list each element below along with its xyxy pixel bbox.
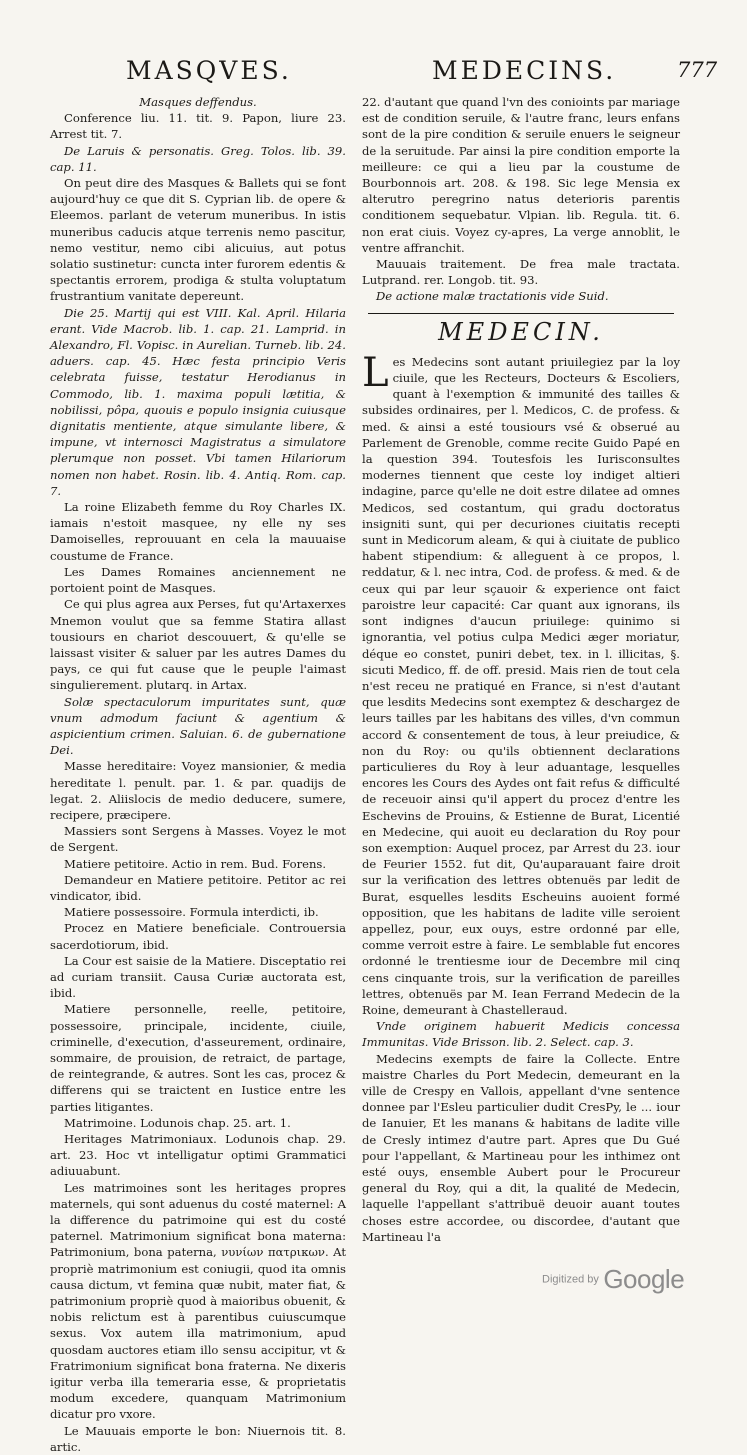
section-divider [368, 313, 674, 314]
paragraph: Demandeur en Matiere petitoire. Petitor ac rei vindicator, ibid. [50, 872, 346, 903]
paragraph: Die 25. Martij qui est VIII. Kal. April. Hilaria erant. Vide Macrob. lib. 1. cap. 21. Lamprid. in Alexandro, Fl. Vopisc. in Aurelian. Turneb. lib. 24. aduers. cap. 45. Hæc festa principio Veris celebrata fuisse, testatur Herodianus in Commodo, lib. 1. maxima populi lætitia, & nobilissi, pôpa, quouis e populo insignia cuiusque dignitatis mentiente, atque simulante libere, & impune, vt internosci Magistratus a simulatore plerumque non posset. Vbi tamen Hilariorum nomen non habet. Rosin. lib. 4. Antiq. Rom. cap. 7. [50, 305, 346, 498]
digitized-by-text: Digitized by [542, 1273, 599, 1286]
paragraph: Masse hereditaire: Voyez mansionier, & media hereditate l. penult. par. 1. & par. quadijs de legat. 2. Aliislocis de medio deducere, sumere, recipere, præcipere. [50, 759, 346, 822]
paragraph: De Laruis & personatis. Greg. Tolos. lib. 39. cap. 11. [50, 143, 346, 174]
paragraph: Ce qui plus agrea aux Perses, fut qu'Artaxerxes Mnemon voulut que sa femme Statira allast tousiours en chariot descouuert, & qu'elle se laissast visiter & saluer par les autres Dames du pays, ce qui fut cause que le peuple l'aimast singulierement. plutarq. in Artax. [50, 597, 346, 693]
paragraph: Conference liu. 11. tit. 9. Papon, liure 23. Arrest tit. 7. [50, 111, 346, 142]
paragraph: De actione malæ tractationis vide Suid. [376, 289, 609, 304]
paragraph: Les matrimoines sont les heritages propres maternels, qui sont aduenus du costé maternel: A la difference du patrimoine qui est du costé paternel. Matrimonium significat bona materna: Patrimonium, bona paterna, νυνίων πατρικων. At propriè matrimonium est coniugii, quod ita omnis causa dictum, vt femina quæ nubit, mater fiat, & patrimonium propriè quod à maioribus obuenit, & nobis relictum est à parentibus cuiuscumque sexus. Vox autem illa matrimonium, apud quosdam auctores etiam illo sensu accipitur, vt & Fratrimonium significat bona fraterna. Ne dixeris igitur verba illa temeraria esse, & proprietatis modum excedere, quanquam Matrimonium dicatur pro vxore. [50, 1180, 346, 1422]
running-head-right: MEDECINS. [432, 56, 617, 85]
paragraph: La roine Elizabeth femme du Roy Charles IX. iamais n'estoit masquee, ny elle ny ses Damoiselles, reprouuant en cela la mauuaise coustume de France. [50, 500, 346, 563]
section-title: MEDECIN. [438, 317, 604, 346]
paragraph: Mauuais traitement. De frea male tractata. Lutprand. rer. Longob. tit. 93. [362, 257, 680, 288]
continuation-paragraph: 22. d'autant que quand l'vn des conioints par mariage est de condition seruile, & l'autre franc, leurs enfans sont de la pire condition & seruile enuers le seigneur de la seruitude. Par ainsi la pire condition emporte la meilleure: ce qui a lieu par la coustume de Bourbonnois art. 208. & 198. Sic lege Mensia ex alterutro peregrino natus deterioris parentis conditionem sequebatur. Vlpian. lib. Regula. tit. 6. non erat ciuis. Voyez cy-apres, La verge annoblit, le ventre affranchit. [362, 95, 680, 255]
right-column [362, 94, 680, 1245]
paragraph: Vnde originem habuerit Medicis concessa Immunitas. Vide Brisson. lib. 2. Select. cap. 3. [362, 1019, 680, 1050]
paragraph: Les Dames Romaines anciennement ne portoient point de Masques. [50, 564, 346, 596]
main-paragraph [362, 349, 680, 1018]
paragraph: Matiere possessoire. Formula interdicti, ib. [64, 905, 319, 920]
paragraph: Matiere petitoire. Actio in rem. Bud. Forens. [64, 856, 327, 871]
drop-cap: L [362, 349, 389, 396]
paragraph: Le Mauuais emporte le bon: Niuernois tit. 8. artic. [50, 1423, 346, 1454]
paragraph: Heritages Matrimoniaux. Lodunois chap. 29. art. 23. Hoc vt intelligatur optimi Grammatici adiuuabunt. [50, 1132, 346, 1179]
paragraph: Medecins exempts de faire la Collecte. Entre maistre Charles du Port Medecin, demeurant en la ville de Crespy en Vallois, appellant d'vne sentence donnee par l'Esleu particulier dudit CresPy, le ... iour de Ianuier, Et les manans & habitans de ladite ville de Cresly intimez d'autre part. Apres que Du Gué pour l'appellant, & Martineau pour les inthimez ont esté ouys, ensemble Aubert pour le Procureur general du Roy, qui a dit, la qualité de Medecin, laquelle l'appellant s'attribuë deuoir auant toutes choses estre accordee, ou discordee, d'autant que Martineau l'a [362, 1051, 680, 1244]
paragraph: Massiers sont Sergens à Masses. Voyez le mot de Sergent. [50, 824, 346, 855]
paragraph: Matrimoine. Lodunois chap. 25. art. 1. [64, 1115, 291, 1130]
paragraph: Procez en Matiere beneficiale. Controuersia sacerdotiorum, ibid. [50, 921, 346, 952]
left-column [50, 94, 346, 1455]
digitized-footer [542, 1264, 684, 1295]
page-header [0, 56, 747, 92]
main-text: es Medecins sont autant priuilegiez par la loy ciuile, que les Recteurs, Docteurs & Escoliers, quant à l'exemption & immunité des tailles & subsides ordinaires, per l. Medicos, C. de profess. & med. & ainsi a esté tousiours vsé & obserué au Parlement de Grenoble, comme recite Guido Papé en la question 394. Toutesfois les Iurisconsultes modernes tiennent que ceste loy indiget altieri indagine, parce qu'elle ne doit estre dilatee ad omnes Medicos, sed costantum, qui gradu doctoratus insigniti sunt, qui per decuriones ciuitatis recepti sunt in Medicorum aleam, & qui à ciuitate de publico habent stipendium: & alleguent à ce propos, l. reddatur, & l. nec intra, Cod. de profess. & med. & de ceux qui par leur sçauoir & experience ont faict paroistre leur capacité: Car quant aux ignorans, ils sont indignes d'aucun priuilege: quinimo si ignorantia, vel potius culpa Medici æger moriatur, déque eo constet, puniri debet, tex. in l. illicitas, §. sicuti Medico, ff. de off. presid. Mais rien de tout cela n'est receu ne pratiqué en France, si n'est d'autant que lesdits Medecins sont exemptez & deschargez de leurs tailles par les habitans des villes, d'vn commun accord & consentement de tous, à leur preiudice, & non du Roy: ou qu'ils obtiennent declarations particulieres du Roy à leur aduantage, lesquelles encores les Cours des Aydes ont fait refus & difficulté de receuoir ainsi qu'il appert du procez d'entre les Eschevins de Prouins, & Estienne de Burat, Licentié en Medecine, qui auoit eu declaration du Roy pour son exemption: Auquel procez, par Arrest du 23. iour de Feurier 1552. fut dit, Qu'auparauant faire droit sur la verification des lettres obtenuës par ledit de Burat, esquelles lesdits Escheuins auoient formé opposition, que les habitans de ladite ville seroient appellez, pour, eux ouys, estre ordonné par elle, comme verroit estre à faire. Le semblable fut encores ordonné le trentiesme iour de Decembre mil cinq cens cinquante trois, sur la verification de pareilles lettres, obtenuës par M. Iean Ferrand Medecin de la Roine, demeurant à Chastelleraud. [362, 354, 680, 1017]
paragraph: La Cour est saisie de la Matiere. Disceptatio rei ad curiam transiit. Causa Curiæ auctorata est, ibid. [50, 953, 346, 1001]
paragraph: Solæ spectaculorum impuritates sunt, quæ vnum admodum faciunt & agentium & aspicientium crimen. Saluian. 6. de gubernatione Dei. [50, 694, 346, 758]
running-head-left: MASQVES. [126, 56, 292, 85]
paragraph: On peut dire des Masques & Ballets qui se font aujourd'huy ce que dit S. Cyprian lib. de opere & Eleemos. parlant de veterum muneribus. In istis muneribus caducis atque terrenis nemo pascitur, nemo vestitur, nemo cibi alicuius, aut potus solatio sustinetur: cuncta inter furorem edentis & spectantis errorem, prodiga & stulta voluptatum frustrantium vanitate depereunt. [50, 176, 346, 304]
left-heading: Masques deffendus. [139, 95, 257, 109]
google-logo: Google [603, 1264, 685, 1294]
page-number: 777 [677, 58, 718, 82]
paragraph: Matiere personnelle, reelle, petitoire, possessoire, principale, incidente, ciuile, criminelle, d'execution, d'asseurement, ordinaire, sommaire, de prouision, de retraict, de partage, de reintegrande, & autres. Sont les cas, procez & differens qui se traictent en Iustice entre les parties litigantes. [50, 1002, 346, 1114]
